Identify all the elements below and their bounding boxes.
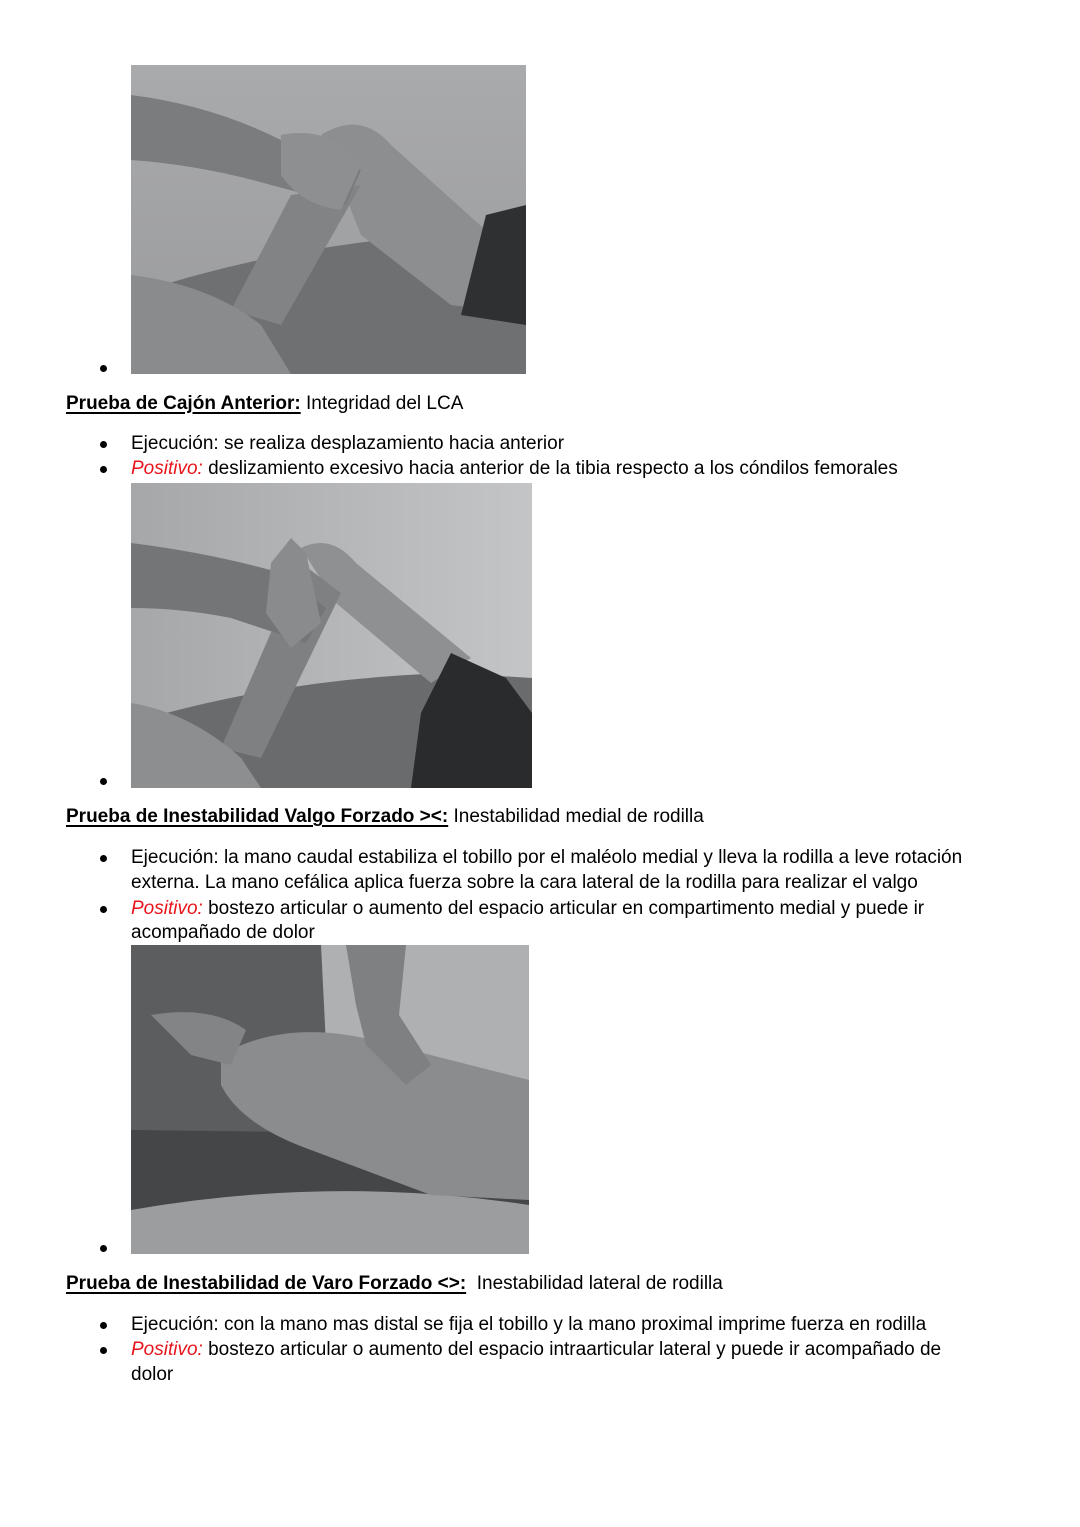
positive-text [131,457,898,481]
photo-illustration [131,483,532,788]
photo-illustration [131,945,529,1254]
section-subtitle: Inestabilidad medial de rodilla [448,806,704,827]
photo-illustration [131,65,526,374]
execution-text: Ejecución: con la mano mas distal se fija el tobillo y la mano proximal imprime fuerza en rodilla [131,1314,927,1335]
knee-test-photo-1 [131,65,526,374]
positive-text-line2: dolor [131,1364,174,1385]
section-title: Prueba de Cajón Anterior: [66,393,301,414]
section-heading-varus [66,1272,723,1296]
bullet-dot [100,1322,107,1329]
positive-text-line1 [131,897,924,921]
anterior-drawer-test-photo [131,483,532,788]
section-title: Prueba de Inestabilidad Valgo Forzado ><: [66,806,449,827]
positive-label: Positivo: [131,1339,203,1360]
section-subtitle: Inestabilidad lateral de rodilla [466,1273,723,1294]
bullet-dot [100,466,107,473]
positive-label: Positivo: [131,898,203,919]
positive-description: deslizamiento excesivo hacia anterior de la tibia respecto a los cóndilos femorales [202,458,898,479]
positive-text-line1 [131,1338,941,1362]
positive-description: bostezo articular o aumento del espacio intraarticular lateral y puede ir acompañado de [202,1339,942,1360]
valgus-stress-test-photo [131,945,529,1254]
bullet-dot [100,441,107,448]
execution-text-line1: Ejecución: la mano caudal estabiliza el tobillo por el maléolo medial y lleva la rodilla a leve rotación [131,847,963,868]
positive-description: bostezo articular o aumento del espacio articular en compartimento medial y puede ir [202,898,925,919]
bullet-dot [100,1347,107,1354]
bullet-dot [100,906,107,913]
positive-label: Positivo: [131,458,203,479]
section-heading-valgus [66,805,704,829]
bullet-dot [100,1245,107,1252]
bullet-dot [100,778,107,785]
execution-text: Ejecución: se realiza desplazamiento hacia anterior [131,433,565,454]
execution-text-line2: externa. La mano cefálica aplica fuerza sobre la cara lateral de la rodilla para realizar el valgo [131,872,918,893]
bullet-dot [100,365,107,372]
positive-text-line2: acompañado de dolor [131,922,315,943]
section-heading-anterior-drawer [66,392,463,416]
section-title: Prueba de Inestabilidad de Varo Forzado <>: [66,1273,467,1294]
section-subtitle: Integridad del LCA [300,393,464,414]
bullet-dot [100,855,107,862]
